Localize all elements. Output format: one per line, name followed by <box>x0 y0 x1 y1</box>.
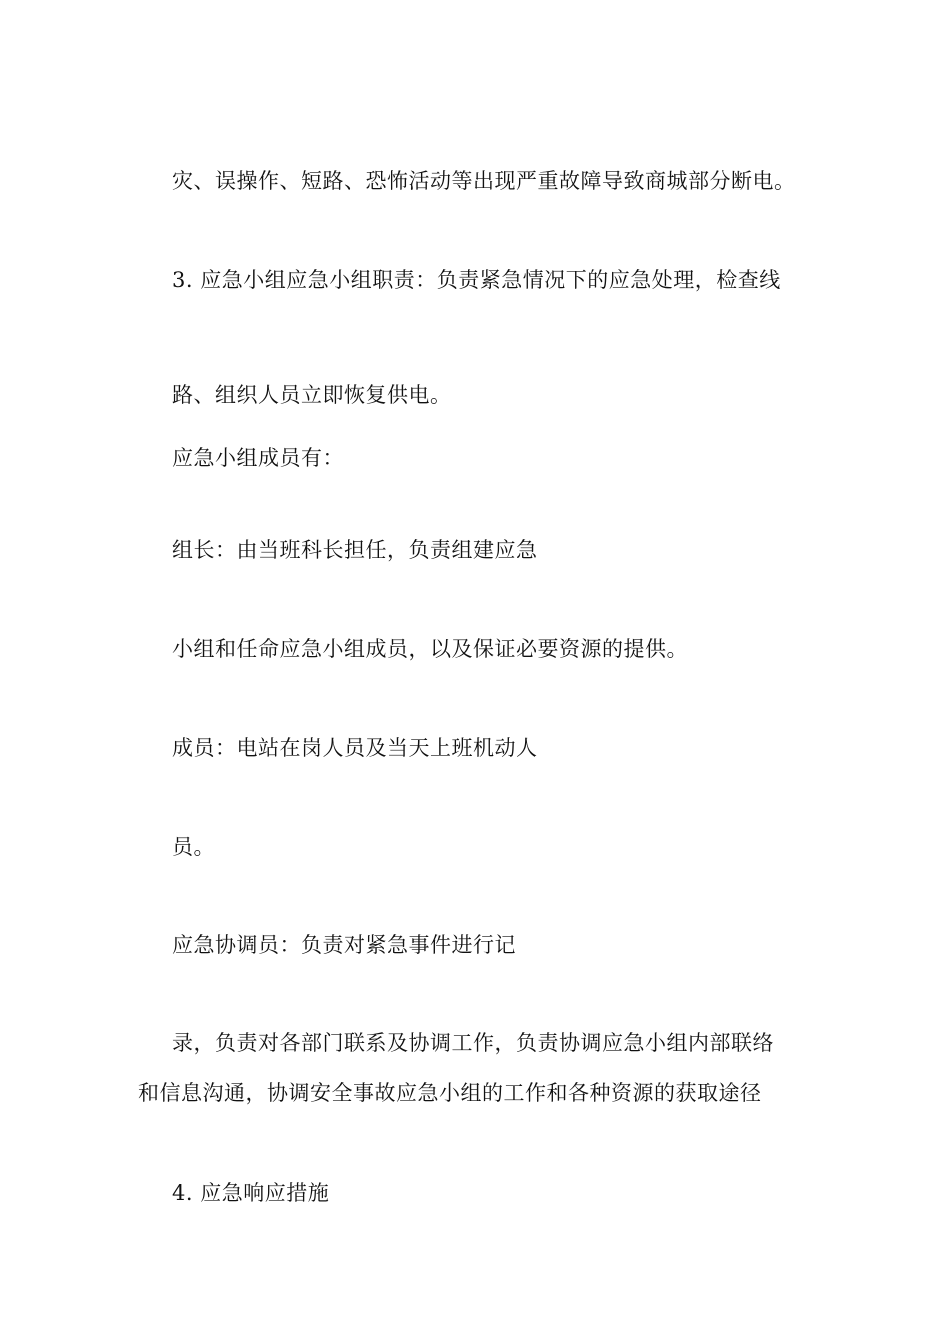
text-line: 和信息沟通，协调安全事故应急小组的工作和各种资源的获取途径 <box>138 1081 762 1105</box>
text-line: 灾、误操作、短路、恐怖活动等出现严重故障导致商城部分断电。 <box>172 169 796 193</box>
text-line: 成员：电站在岗人员及当天上班机动人 <box>172 736 538 760</box>
text-line: 员。 <box>172 835 215 859</box>
text-line: 路、组织人员立即恢复供电。 <box>172 383 452 407</box>
text-line: 小组和任命应急小组成员，以及保证必要资源的提供。 <box>172 637 688 661</box>
section-heading-4: 4. 应急响应措施 <box>172 1181 330 1205</box>
text-line: 组长：由当班科长担任，负责组建应急 <box>172 538 538 562</box>
text-line: 应急协调员：负责对紧急事件进行记 <box>172 933 516 957</box>
text-line: 录，负责对各部门联系及协调工作，负责协调应急小组内部联络 <box>172 1031 774 1055</box>
text-line: 应急小组成员有： <box>172 446 344 470</box>
section-heading-3: 3. 应急小组应急小组职责：负责紧急情况下的应急处理，检查线 <box>172 268 781 292</box>
